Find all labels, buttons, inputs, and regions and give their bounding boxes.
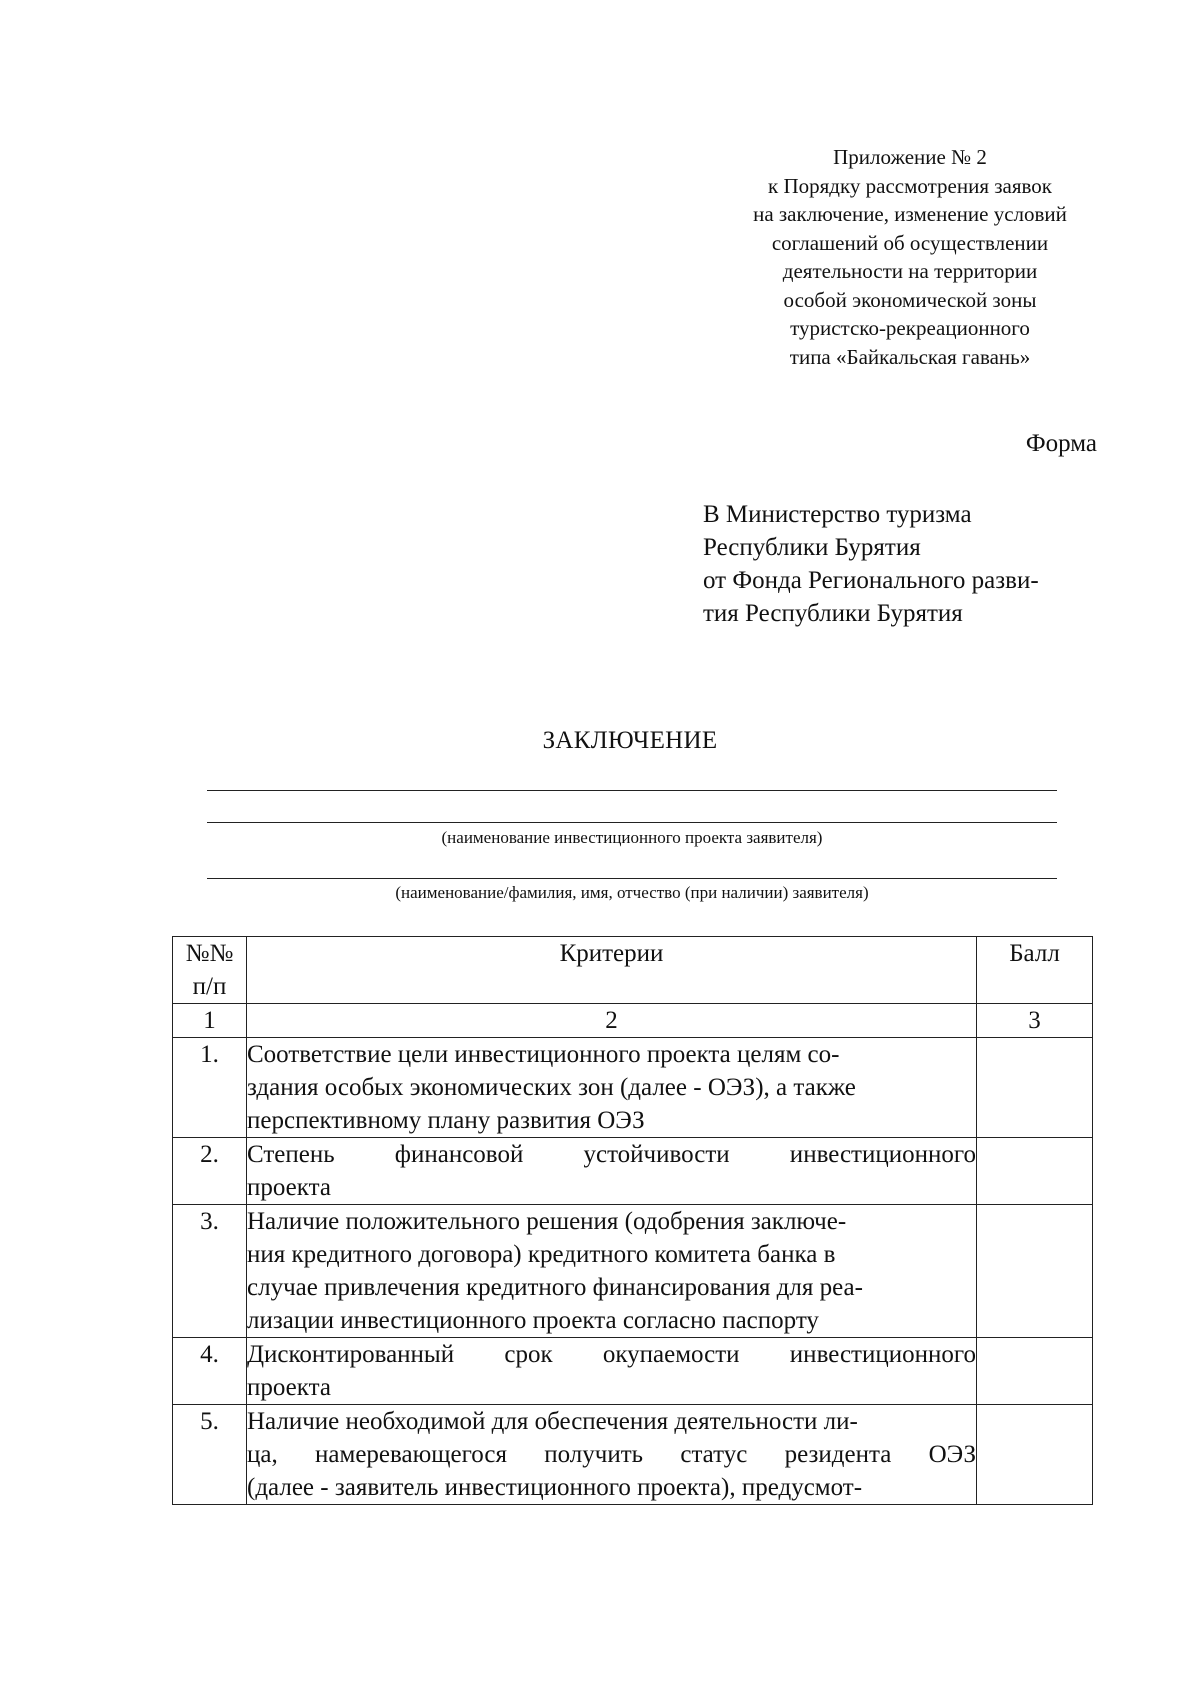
criteria-line: Наличие необходимой для обеспечения деятельности ли- — [247, 1408, 858, 1435]
header-score: Балл — [977, 937, 1093, 1004]
row-criteria — [247, 1405, 977, 1505]
criteria-line: случае привлечения кредитного финансирования для реа- — [247, 1274, 863, 1301]
table-row — [173, 1205, 1093, 1338]
row-criteria — [247, 1205, 977, 1338]
appendix-line: особой экономической зоны — [783, 287, 1037, 312]
header-num — [173, 937, 247, 1004]
appendix-line: типа «Байкальская гавань» — [789, 344, 1031, 369]
fill-line-project-1 — [207, 790, 1057, 791]
criteria-line: Дисконтированный срок окупаемости инвестиционного — [247, 1341, 976, 1368]
appendix-line: туристско-рекреационного — [790, 316, 1030, 340]
appendix-line: деятельности на территории — [782, 259, 1038, 283]
criteria-line: проекта — [247, 1174, 331, 1201]
column-index-cell: 2 — [247, 1004, 977, 1038]
fill-line-applicant — [207, 878, 1057, 879]
table-row — [173, 1405, 1093, 1505]
criteria-line: лизации инвестиционного проекта согласно паспорту — [247, 1307, 819, 1334]
addressee-block — [703, 498, 1039, 630]
criteria-line: Степень финансовой устойчивости инвестиционного — [247, 1141, 976, 1168]
criteria-line: ния кредитного договора) кредитного комитета банка в — [247, 1241, 836, 1268]
header-num-line: №№ — [185, 940, 234, 967]
addressee-line: тия Республики Бурятия — [703, 600, 963, 627]
project-name-caption: (наименование инвестиционного проекта заявителя) — [441, 828, 823, 847]
form-label: Форма — [1025, 430, 1097, 457]
appendix-line: на заключение, изменение условий — [753, 202, 1067, 226]
row-criteria — [247, 1138, 977, 1205]
row-number: 3. — [173, 1205, 247, 1338]
header-num-line: п/п — [192, 973, 227, 1000]
column-index-row — [173, 1004, 1093, 1038]
fill-line-project-2 — [207, 822, 1057, 823]
row-number: 5. — [173, 1405, 247, 1505]
appendix-line: соглашений об осуществлении — [771, 230, 1049, 255]
row-score[interactable] — [977, 1405, 1093, 1505]
applicant-name-caption: (наименование/фамилия, имя, отчество (при наличии) заявителя) — [395, 883, 869, 902]
row-score[interactable] — [977, 1338, 1093, 1405]
row-score[interactable] — [977, 1138, 1093, 1205]
criteria-line: проекта — [247, 1374, 331, 1401]
table-row — [173, 1338, 1093, 1405]
addressee-line: В Министерство туризма — [703, 501, 972, 528]
table-row — [173, 1138, 1093, 1205]
column-index-cell: 1 — [173, 1004, 247, 1038]
criteria-line: здания особых экономических зон (далее - ОЭЗ), а также — [247, 1074, 856, 1101]
appendix-line: к Порядку рассмотрения заявок — [768, 173, 1052, 198]
document-title: ЗАКЛЮЧЕНИЕ — [542, 727, 718, 754]
column-index-cell: 3 — [977, 1004, 1093, 1038]
row-score[interactable] — [977, 1205, 1093, 1338]
row-number: 4. — [173, 1338, 247, 1405]
criteria-table — [172, 936, 1093, 1505]
table-header-row — [173, 937, 1093, 1004]
addressee-line: от Фонда Регионального разви- — [703, 567, 1039, 594]
row-criteria — [247, 1038, 977, 1138]
row-number: 2. — [173, 1138, 247, 1205]
appendix-line: Приложение № 2 — [833, 145, 987, 169]
criteria-line: Соответствие цели инвестиционного проекта целям со- — [247, 1041, 840, 1068]
criteria-line: перспективному плану развития ОЭЗ — [247, 1107, 645, 1134]
criteria-line: ца, намеревающегося получить статус резидента ОЭЗ — [247, 1441, 976, 1468]
header-criteria: Критерии — [247, 937, 977, 1004]
criteria-line: Наличие положительного решения (одобрения заключе- — [247, 1208, 847, 1235]
criteria-line: (далее - заявитель инвестиционного проекта), предусмот- — [247, 1474, 863, 1501]
row-score[interactable] — [977, 1038, 1093, 1138]
row-criteria — [247, 1338, 977, 1405]
addressee-line: Республики Бурятия — [703, 534, 921, 561]
table-row — [173, 1038, 1093, 1138]
row-number: 1. — [173, 1038, 247, 1138]
appendix-header — [700, 143, 1120, 371]
